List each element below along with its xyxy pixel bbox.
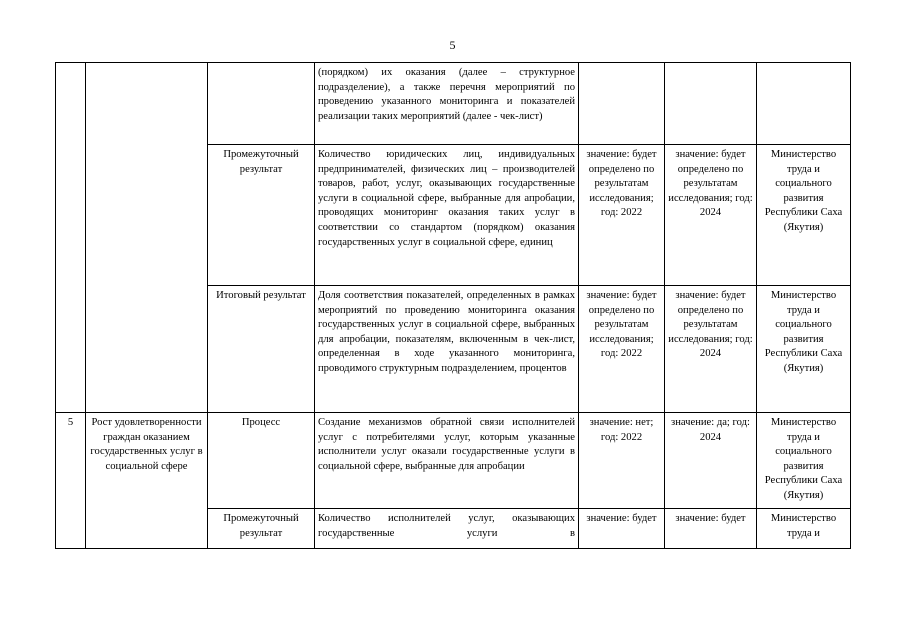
indicator-cell: Доля соответствия показателей, определенных в рамках мероприятий по проведению мониторинга оказания государственных услуг в социальной сфере, выбранных для апробации, показателям, включенным в чек-лист, определенная в ходе указанного мониторинга, проводимого структурным подразделением, процентов [315, 286, 579, 413]
indicator-cell: (порядком) их оказания (далее – структурное подразделение), а также перечня мероприятий по проведению указанного мониторинга и показателей реализации таких мероприятий (далее - чек-лист) [315, 63, 579, 145]
number-cell [56, 63, 86, 413]
goal-cell [86, 63, 208, 413]
table-row [56, 413, 851, 509]
base-value-cell: значение: нет; год: 2022 [579, 413, 665, 509]
indicator-cell: Количество юридических лиц, индивидуальных предпринимателей, физических лиц – производителей товаров, работ, услуг, оказывающих государственные услуги в социальной сфере, выбранные для апробации, проводящих мониторинг оказания таких услуг в соответствии со стандартом (порядком) оказания государственных услуг в социальной сфере, единиц [315, 145, 579, 286]
type-cell [208, 63, 315, 145]
type-cell: Процесс [208, 413, 315, 509]
responsible-cell: Министерство труда и социального развития Республики Саха (Якутия) [757, 286, 851, 413]
type-cell: Промежуточный результат [208, 145, 315, 286]
page-number: 5 [449, 38, 456, 52]
base-value-cell: значение: будет определено по результатам исследования; год: 2022 [579, 145, 665, 286]
responsible-cell [757, 63, 851, 145]
responsible-cell: Министерство труда и [757, 509, 851, 549]
base-value-cell [579, 63, 665, 145]
goal-cell: Рост удовлетворенности граждан оказанием государственных услуг в социальной сфере [86, 413, 208, 549]
number-cell: 5 [56, 413, 86, 549]
table-row [56, 63, 851, 145]
target-value-cell: значение: да; год: 2024 [665, 413, 757, 509]
base-value-cell: значение: будет определено по результатам исследования; год: 2022 [579, 286, 665, 413]
responsible-cell: Министерство труда и социального развития Республики Саха (Якутия) [757, 145, 851, 286]
results-table [55, 62, 851, 549]
target-value-cell: значение: будет определено по результатам исследования; год: 2024 [665, 286, 757, 413]
target-value-cell: значение: будет определено по результатам исследования; год: 2024 [665, 145, 757, 286]
indicator-cell: Создание механизмов обратной связи исполнителей услуг с потребителями услуг, которым указанные исполнители услуг оказали государственные услуги в социальной сфере, выбранные для апробации [315, 413, 579, 509]
target-value-cell: значение: будет [665, 509, 757, 549]
type-cell: Итоговый результат [208, 286, 315, 413]
responsible-cell: Министерство труда и социального развития Республики Саха (Якутия) [757, 413, 851, 509]
target-value-cell [665, 63, 757, 145]
type-cell: Промежуточный результат [208, 509, 315, 549]
indicator-cell: Количество исполнителей услуг, оказывающих государственные услуги в [315, 509, 579, 549]
base-value-cell: значение: будет [579, 509, 665, 549]
